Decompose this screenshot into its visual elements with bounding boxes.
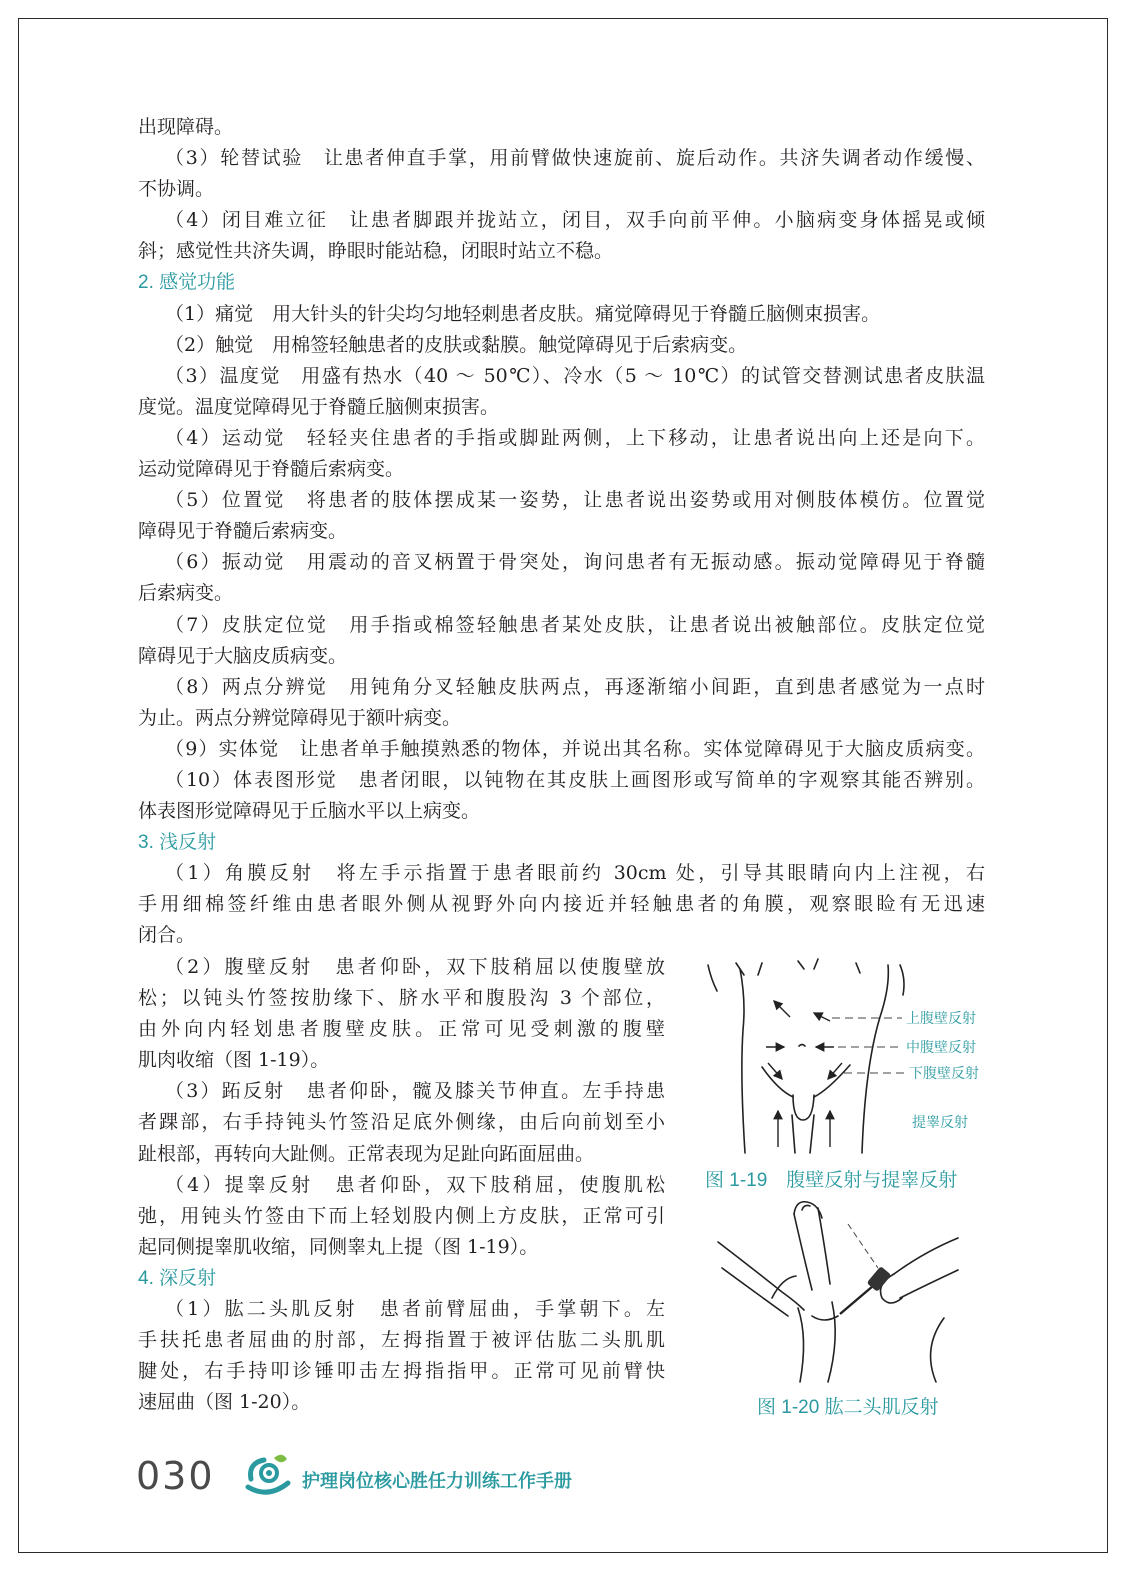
column-text — [138, 952, 665, 1418]
main-text — [138, 112, 985, 952]
body-line: （3）温度觉 用盛有热水（40 ～ 50℃）、冷水（5 ～ 10℃）的试管交替测试患者皮肤温 — [165, 364, 985, 387]
body-line: （2）触觉 用棉签轻触患者的皮肤或黏膜。触觉障碍见于后索病变。 — [165, 333, 748, 356]
body-line: （1）痛觉 用大针头的针尖均匀地轻刺患者皮肤。痛觉障碍见于脊髓丘脑侧束损害。 — [165, 302, 881, 325]
torso-outline — [708, 959, 904, 1153]
body-line: 手扶托患者屈曲的肘部，左拇指置于被评估肱二头肌肌 — [138, 1329, 665, 1352]
body-line: 障碍见于脊髓后索病变。 — [138, 520, 348, 543]
figure-label: 上腹壁反射 — [906, 1010, 976, 1026]
body-line: 为止。两点分辨觉障碍见于额叶病变。 — [138, 706, 462, 729]
figure-1-19-abdominal-reflex-illustration — [700, 955, 992, 1155]
figure-label: 提睾反射 — [912, 1114, 968, 1130]
body-line: （7）皮肤定位觉 用手指或棉签轻触患者某处皮肤，让患者说出被触部位。皮肤定位觉 — [165, 613, 985, 636]
body-line: 松；以钝头竹签按肋缘下、脐水平和腹股沟 3 个部位， — [138, 987, 665, 1010]
body-line: 趾根部，再转向大趾侧。正常表现为足趾向跖面屈曲。 — [138, 1142, 595, 1165]
body-line: 由外向内轻划患者腹壁皮肤。正常可见受刺激的腹壁 — [138, 1018, 665, 1041]
body-line: 斜；感觉性共济失调，睁眼时能站稳，闭眼时站立不稳。 — [138, 240, 614, 263]
body-line: （1）角膜反射 将左手示指置于患者眼前约 30cm 处，引导其眼睛向内上注视，右 — [165, 862, 985, 885]
section-heading: 3. 浅反射 — [138, 832, 217, 854]
body-line: 运动觉障碍见于脊髓后索病变。 — [138, 458, 405, 481]
body-line: （4）闭目难立征 让患者脚跟并拢站立，闭目，双手向前平伸。小脑病变身体摇晃或倾 — [165, 209, 985, 232]
body-line: 腱处，右手持叩诊锤叩击左拇指指甲。正常可见前臂快 — [138, 1360, 665, 1383]
section-heading: 2. 感觉功能 — [138, 272, 236, 294]
body-line: （8）两点分辨觉 用钝角分叉轻触皮肤两点，再逐渐缩小间距，直到患者感觉为一点时 — [165, 675, 985, 698]
body-line: （1）肱二头肌反射 患者前臂屈曲，手掌朝下。左 — [165, 1298, 665, 1321]
page-number: 030 — [136, 1454, 215, 1498]
body-line: （3）跖反射 患者仰卧，髋及膝关节伸直。左手持患 — [165, 1080, 665, 1103]
figure-caption: 图 1-20 肱二头肌反射 — [757, 1397, 939, 1418]
reflex-arrows — [766, 1001, 842, 1147]
body-line: （5）位置觉 将患者的肢体摆成某一姿势，让患者说出姿势或用对侧肢体模仿。位置觉 — [165, 489, 985, 512]
body-line: 不协调。 — [138, 178, 215, 201]
body-line: 手用细棉签纤维由患者眼外侧从视野外向内接近并轻触患者的角膜，观察眼睑有无迅速 — [138, 893, 985, 916]
body-line: 障碍见于大脑皮质病变。 — [138, 644, 348, 667]
body-line: 度觉。温度觉障碍见于脊髓丘脑侧束损害。 — [138, 395, 500, 418]
body-line: 出现障碍。 — [138, 116, 234, 138]
body-line: （6）振动觉 用震动的音叉柄置于骨突处，询问患者有无振动感。振动觉障碍见于脊髓 — [165, 551, 985, 574]
body-line: （10）体表图形觉 患者闭眼，以钝物在其皮肤上画图形或写简单的字观察其能否辨别。 — [165, 768, 985, 791]
figure-label: 下腹壁反射 — [909, 1065, 979, 1081]
body-line: （2）腹壁反射 患者仰卧，双下肢稍屈以使腹壁放 — [165, 956, 665, 978]
book-title: 护理岗位核心胜任力训练工作手册 — [302, 1471, 572, 1491]
body-line: （9）实体觉 让患者单手触摸熟悉的物体，并说出其名称。实体觉障碍见于大脑皮质病变。 — [165, 737, 985, 760]
reflex-hammer-icon — [840, 1266, 891, 1314]
body-line: （3）轮替试验 让患者伸直手掌，用前臂做快速旋前、旋后动作。共济失调者动作缓慢、 — [165, 147, 985, 170]
hands-sketch — [718, 1202, 958, 1382]
figure-1-20-biceps-reflex-illustration — [712, 1198, 968, 1384]
section-heading: 4. 深反射 — [138, 1267, 217, 1289]
body-line: （4）运动觉 轻轻夹住患者的手指或脚趾两侧，上下移动，让患者说出向上还是向下。 — [165, 426, 985, 449]
leader-lines — [832, 1018, 905, 1073]
body-line: 者踝部，右手持钝头竹签沿足底外侧缘，由后向前划至小 — [138, 1111, 665, 1134]
body-line: 体表图形觉障碍见于丘脑水平以上病变。 — [138, 800, 481, 823]
body-line: 起同侧提睾肌收缩，同侧睾丸上提（图 1-19）。 — [138, 1235, 539, 1258]
body-line: 速屈曲（图 1-20）。 — [138, 1391, 311, 1414]
body-line: 弛，用钝头竹签由下而上轻划股内侧上方皮肤，正常可引 — [138, 1204, 665, 1227]
body-line: 闭合。 — [138, 924, 196, 947]
figure-label: 中腹壁反射 — [906, 1039, 976, 1055]
body-line: 肌肉收缩（图 1-19）。 — [138, 1049, 330, 1072]
body-line: 后索病变。 — [138, 582, 234, 605]
body-line: （4）提睾反射 患者仰卧，双下肢稍屈，使腹肌松 — [165, 1173, 665, 1196]
book-logo-icon — [244, 1449, 292, 1497]
figure-caption: 图 1-19 腹壁反射与提睾反射 — [705, 1170, 958, 1191]
